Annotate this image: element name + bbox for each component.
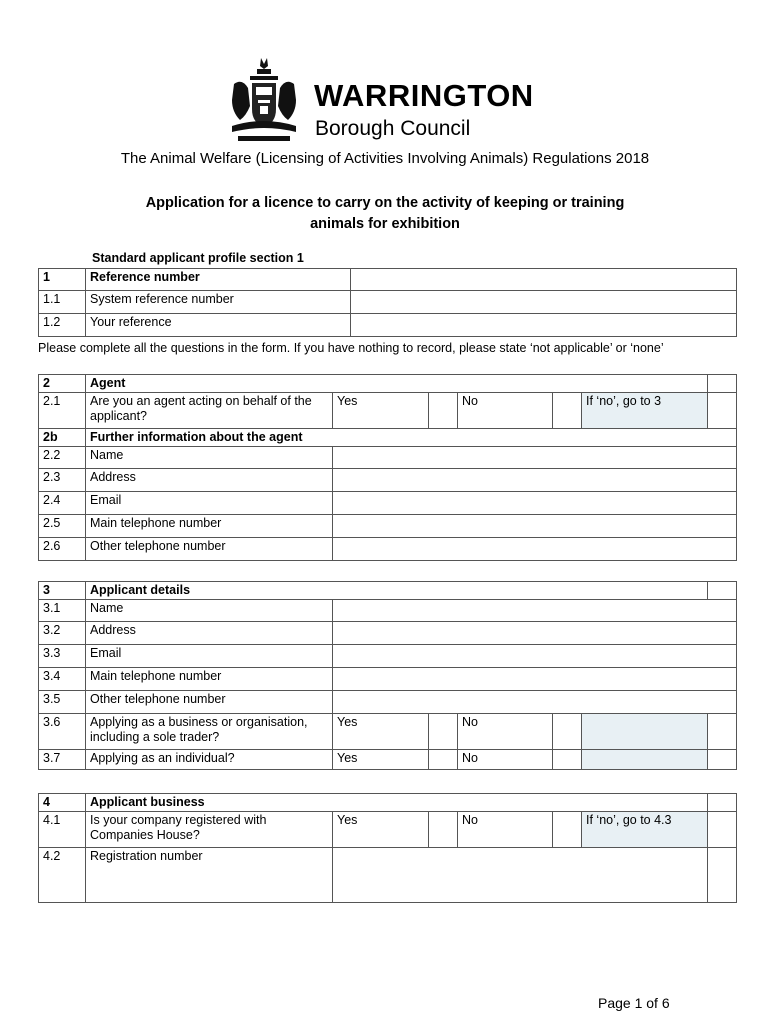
- row-label: Email: [86, 492, 333, 515]
- row-label: Email: [86, 645, 333, 668]
- regulations-title: The Animal Welfare (Licensing of Activities Involving Animals) Regulations 2018: [120, 150, 650, 167]
- applicant-other-phone-field[interactable]: [333, 691, 737, 714]
- companies-house-no-checkbox[interactable]: [553, 812, 582, 848]
- table-cell: [708, 812, 737, 848]
- row-label: Are you an agent acting on behalf of the applicant?: [86, 393, 333, 429]
- page-number: Page 1 of 6: [598, 995, 670, 1011]
- agent-address-field[interactable]: [333, 469, 737, 492]
- table-row: [39, 622, 737, 645]
- yes-label: Yes: [333, 812, 429, 848]
- subsection-heading: Further information about the agent: [86, 429, 737, 447]
- skip-note: If ‘no’, go to 4.3: [582, 812, 708, 848]
- applicant-email-field[interactable]: [333, 645, 737, 668]
- row-number: 2.1: [39, 393, 86, 429]
- row-number: 4.1: [39, 812, 86, 848]
- table-row: [39, 750, 737, 770]
- row-label: Your reference: [86, 314, 351, 337]
- instructions-text: Please complete all the questions in the form. If you have nothing to record, please state ‘not applicable’ or ‘none’: [38, 341, 664, 355]
- application-title-line1: Application for a licence to carry on the activity of keeping or training: [145, 195, 625, 211]
- table-cell: [708, 714, 737, 750]
- table-row: [39, 515, 737, 538]
- yes-label: Yes: [333, 750, 429, 770]
- table-row: [39, 469, 737, 492]
- no-label: No: [458, 393, 553, 429]
- no-label: No: [458, 714, 553, 750]
- table-row: [39, 582, 737, 600]
- row-number: 1.1: [39, 291, 86, 314]
- row-number: 3.3: [39, 645, 86, 668]
- council-logo: [228, 56, 558, 146]
- row-number: 2.4: [39, 492, 86, 515]
- agent-no-checkbox[interactable]: [553, 393, 582, 429]
- row-number: 3.6: [39, 714, 86, 750]
- table-row: [39, 600, 737, 622]
- section4-table: [38, 793, 737, 903]
- table-row: [39, 269, 737, 291]
- table-row: [39, 645, 737, 668]
- yes-label: Yes: [333, 393, 429, 429]
- table-row: [39, 291, 737, 314]
- applicant-address-field[interactable]: [333, 622, 737, 645]
- table-row: [39, 375, 737, 393]
- agent-yes-checkbox[interactable]: [429, 393, 458, 429]
- business-yes-checkbox[interactable]: [429, 714, 458, 750]
- table-cell: [582, 714, 708, 750]
- table-row: [39, 429, 737, 447]
- applicant-name-field[interactable]: [333, 600, 737, 622]
- section-heading: Agent: [86, 375, 708, 393]
- row-label: Registration number: [86, 848, 333, 903]
- section2-table: [38, 374, 737, 561]
- business-no-checkbox[interactable]: [553, 714, 582, 750]
- system-reference-field[interactable]: [351, 291, 737, 314]
- table-row: [39, 691, 737, 714]
- agent-main-phone-field[interactable]: [333, 515, 737, 538]
- row-number: 4.2: [39, 848, 86, 903]
- table-row: [39, 668, 737, 691]
- table-cell: [708, 375, 737, 393]
- row-number: 1: [39, 269, 86, 291]
- row-label: Main telephone number: [86, 668, 333, 691]
- table-row: [39, 848, 737, 903]
- table-row: [39, 314, 737, 337]
- yes-label: Yes: [333, 714, 429, 750]
- row-label: Main telephone number: [86, 515, 333, 538]
- section1-label: Standard applicant profile section 1: [92, 251, 304, 265]
- row-label: Address: [86, 469, 333, 492]
- row-number: 3.4: [39, 668, 86, 691]
- agent-other-phone-field[interactable]: [333, 538, 737, 561]
- row-label: Address: [86, 622, 333, 645]
- table-cell: [708, 794, 737, 812]
- applicant-main-phone-field[interactable]: [333, 668, 737, 691]
- table-row: [39, 812, 737, 848]
- row-label: Other telephone number: [86, 538, 333, 561]
- table-row: [39, 538, 737, 561]
- row-label: Other telephone number: [86, 691, 333, 714]
- your-reference-field[interactable]: [351, 314, 737, 337]
- row-number: 2.3: [39, 469, 86, 492]
- no-label: No: [458, 812, 553, 848]
- row-number: 3.1: [39, 600, 86, 622]
- section-number: 2: [39, 375, 86, 393]
- no-label: No: [458, 750, 553, 770]
- row-label: Applying as a business or organisation, including a sole trader?: [86, 714, 333, 750]
- table-cell: [582, 750, 708, 770]
- row-number: 3.2: [39, 622, 86, 645]
- row-label: Is your company registered with Companies House?: [86, 812, 333, 848]
- companies-house-yes-checkbox[interactable]: [429, 812, 458, 848]
- table-cell: [708, 393, 737, 429]
- coat-of-arms-icon: [228, 56, 300, 146]
- agent-email-field[interactable]: [333, 492, 737, 515]
- agent-name-field[interactable]: [333, 447, 737, 469]
- row-label: Name: [86, 447, 333, 469]
- row-number: 1.2: [39, 314, 86, 337]
- table-row: [39, 393, 737, 429]
- individual-no-checkbox[interactable]: [553, 750, 582, 770]
- section3-table: [38, 581, 737, 770]
- table-cell: [708, 582, 737, 600]
- row-number: 2.6: [39, 538, 86, 561]
- table-row: [39, 714, 737, 750]
- individual-yes-checkbox[interactable]: [429, 750, 458, 770]
- section1-table: [38, 268, 737, 337]
- row-label: Applying as an individual?: [86, 750, 333, 770]
- reference-number-field[interactable]: [351, 269, 737, 291]
- brand-name: WARRINGTON: [314, 78, 534, 113]
- skip-note: If ‘no’, go to 3: [582, 393, 708, 429]
- application-title-line2: animals for exhibition: [310, 216, 460, 232]
- brand-subtitle: Borough Council: [315, 117, 471, 140]
- row-label: System reference number: [86, 291, 351, 314]
- row-number: 2b: [39, 429, 86, 447]
- table-row: [39, 492, 737, 515]
- row-number: 2.2: [39, 447, 86, 469]
- row-number: 2.5: [39, 515, 86, 538]
- section-number: 3: [39, 582, 86, 600]
- row-label: Name: [86, 600, 333, 622]
- row-number: 3.7: [39, 750, 86, 770]
- table-row: [39, 794, 737, 812]
- section-number: 4: [39, 794, 86, 812]
- application-title: [100, 193, 670, 235]
- row-number: 3.5: [39, 691, 86, 714]
- registration-number-field[interactable]: [333, 848, 708, 903]
- section-heading: Applicant business: [86, 794, 708, 812]
- row-label: Reference number: [86, 269, 351, 291]
- table-cell: [708, 750, 737, 770]
- table-cell: [708, 848, 737, 903]
- table-row: [39, 447, 737, 469]
- section-heading: Applicant details: [86, 582, 708, 600]
